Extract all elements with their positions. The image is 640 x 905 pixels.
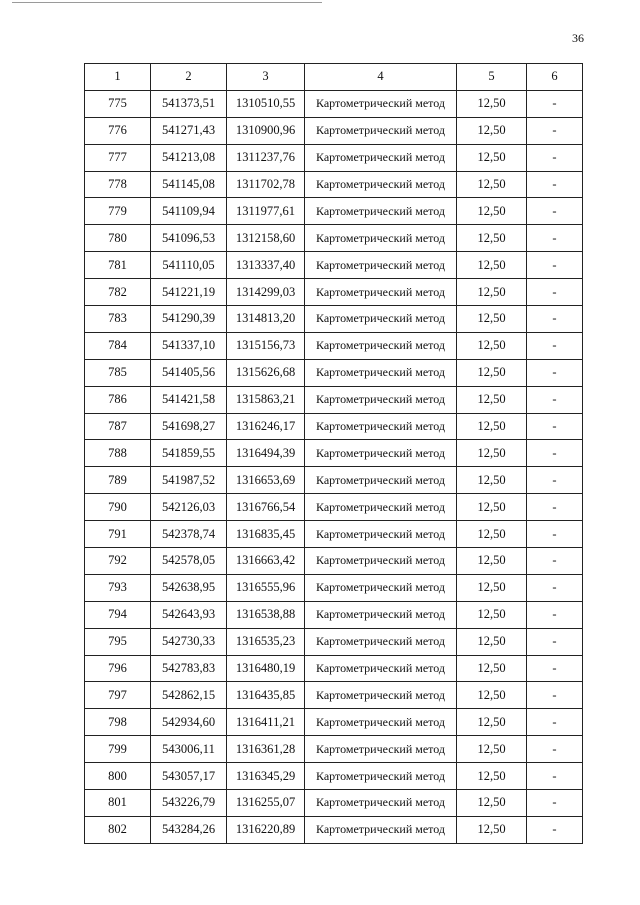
method-cell: Картометрический метод bbox=[305, 521, 457, 548]
table-row bbox=[85, 574, 583, 601]
point-number-cell: 793 bbox=[85, 574, 151, 601]
x-coordinate-cell: 542783,83 bbox=[151, 655, 227, 682]
accuracy-cell: 12,50 bbox=[457, 655, 527, 682]
point-number-cell: 785 bbox=[85, 359, 151, 386]
method-cell: Картометрический метод bbox=[305, 198, 457, 225]
y-coordinate-cell: 1311977,61 bbox=[227, 198, 305, 225]
method-cell: Картометрический метод bbox=[305, 117, 457, 144]
x-coordinate-cell: 542126,03 bbox=[151, 494, 227, 521]
method-cell: Картометрический метод bbox=[305, 359, 457, 386]
table-row bbox=[85, 494, 583, 521]
point-number-cell: 775 bbox=[85, 90, 151, 117]
description-cell: - bbox=[527, 117, 583, 144]
accuracy-cell: 12,50 bbox=[457, 601, 527, 628]
description-cell: - bbox=[527, 763, 583, 790]
x-coordinate-cell: 543226,79 bbox=[151, 790, 227, 817]
x-coordinate-cell: 542638,95 bbox=[151, 574, 227, 601]
table-row bbox=[85, 252, 583, 279]
method-cell: Картометрический метод bbox=[305, 279, 457, 306]
y-coordinate-cell: 1316494,39 bbox=[227, 440, 305, 467]
description-cell: - bbox=[527, 709, 583, 736]
table-row bbox=[85, 386, 583, 413]
description-cell: - bbox=[527, 144, 583, 171]
point-number-cell: 792 bbox=[85, 548, 151, 575]
method-cell: Картометрический метод bbox=[305, 709, 457, 736]
method-cell: Картометрический метод bbox=[305, 736, 457, 763]
description-cell: - bbox=[527, 816, 583, 843]
x-coordinate-cell: 541290,39 bbox=[151, 306, 227, 333]
y-coordinate-cell: 1315863,21 bbox=[227, 386, 305, 413]
method-cell: Картометрический метод bbox=[305, 494, 457, 521]
point-number-cell: 787 bbox=[85, 413, 151, 440]
x-coordinate-cell: 543284,26 bbox=[151, 816, 227, 843]
table-row bbox=[85, 628, 583, 655]
y-coordinate-cell: 1313337,40 bbox=[227, 252, 305, 279]
accuracy-cell: 12,50 bbox=[457, 279, 527, 306]
y-coordinate-cell: 1311237,76 bbox=[227, 144, 305, 171]
table-row bbox=[85, 359, 583, 386]
x-coordinate-cell: 541145,08 bbox=[151, 171, 227, 198]
accuracy-cell: 12,50 bbox=[457, 252, 527, 279]
x-coordinate-cell: 542862,15 bbox=[151, 682, 227, 709]
y-coordinate-cell: 1316345,29 bbox=[227, 763, 305, 790]
table-row bbox=[85, 736, 583, 763]
x-coordinate-cell: 541096,53 bbox=[151, 225, 227, 252]
method-cell: Картометрический метод bbox=[305, 682, 457, 709]
accuracy-cell: 12,50 bbox=[457, 359, 527, 386]
point-number-cell: 784 bbox=[85, 332, 151, 359]
x-coordinate-cell: 543057,17 bbox=[151, 763, 227, 790]
description-cell: - bbox=[527, 467, 583, 494]
accuracy-cell: 12,50 bbox=[457, 790, 527, 817]
description-cell: - bbox=[527, 736, 583, 763]
point-number-cell: 795 bbox=[85, 628, 151, 655]
point-number-cell: 788 bbox=[85, 440, 151, 467]
table-row bbox=[85, 225, 583, 252]
point-number-cell: 796 bbox=[85, 655, 151, 682]
accuracy-cell: 12,50 bbox=[457, 709, 527, 736]
x-coordinate-cell: 542934,60 bbox=[151, 709, 227, 736]
y-coordinate-cell: 1310510,55 bbox=[227, 90, 305, 117]
description-cell: - bbox=[527, 198, 583, 225]
method-cell: Картометрический метод bbox=[305, 467, 457, 494]
table-row bbox=[85, 144, 583, 171]
description-cell: - bbox=[527, 413, 583, 440]
method-cell: Картометрический метод bbox=[305, 90, 457, 117]
y-coordinate-cell: 1316535,23 bbox=[227, 628, 305, 655]
table-row bbox=[85, 521, 583, 548]
method-cell: Картометрический метод bbox=[305, 816, 457, 843]
method-cell: Картометрический метод bbox=[305, 252, 457, 279]
description-cell: - bbox=[527, 440, 583, 467]
accuracy-cell: 12,50 bbox=[457, 763, 527, 790]
method-cell: Картометрический метод bbox=[305, 628, 457, 655]
top-rule bbox=[12, 2, 322, 3]
table-row bbox=[85, 117, 583, 144]
y-coordinate-cell: 1310900,96 bbox=[227, 117, 305, 144]
y-coordinate-cell: 1314299,03 bbox=[227, 279, 305, 306]
x-coordinate-cell: 541373,51 bbox=[151, 90, 227, 117]
accuracy-cell: 12,50 bbox=[457, 117, 527, 144]
table-row bbox=[85, 816, 583, 843]
accuracy-cell: 12,50 bbox=[457, 332, 527, 359]
table-row bbox=[85, 601, 583, 628]
page-number: 36 bbox=[572, 31, 584, 45]
description-cell: - bbox=[527, 171, 583, 198]
description-cell: - bbox=[527, 494, 583, 521]
description-cell: - bbox=[527, 548, 583, 575]
point-number-cell: 777 bbox=[85, 144, 151, 171]
x-coordinate-cell: 541271,43 bbox=[151, 117, 227, 144]
accuracy-cell: 12,50 bbox=[457, 736, 527, 763]
y-coordinate-cell: 1316361,28 bbox=[227, 736, 305, 763]
accuracy-cell: 12,50 bbox=[457, 816, 527, 843]
method-cell: Картометрический метод bbox=[305, 574, 457, 601]
accuracy-cell: 12,50 bbox=[457, 467, 527, 494]
table-row bbox=[85, 198, 583, 225]
description-cell: - bbox=[527, 252, 583, 279]
y-coordinate-cell: 1316663,42 bbox=[227, 548, 305, 575]
description-cell: - bbox=[527, 90, 583, 117]
table-body bbox=[85, 90, 583, 843]
x-coordinate-cell: 541405,56 bbox=[151, 359, 227, 386]
point-number-cell: 790 bbox=[85, 494, 151, 521]
table-row bbox=[85, 709, 583, 736]
accuracy-cell: 12,50 bbox=[457, 548, 527, 575]
table-header-row bbox=[85, 64, 583, 91]
column-header: 6 bbox=[527, 64, 583, 91]
y-coordinate-cell: 1315156,73 bbox=[227, 332, 305, 359]
method-cell: Картометрический метод bbox=[305, 763, 457, 790]
x-coordinate-cell: 543006,11 bbox=[151, 736, 227, 763]
y-coordinate-cell: 1316766,54 bbox=[227, 494, 305, 521]
column-header: 2 bbox=[151, 64, 227, 91]
description-cell: - bbox=[527, 359, 583, 386]
accuracy-cell: 12,50 bbox=[457, 306, 527, 333]
accuracy-cell: 12,50 bbox=[457, 90, 527, 117]
y-coordinate-cell: 1316480,19 bbox=[227, 655, 305, 682]
accuracy-cell: 12,50 bbox=[457, 682, 527, 709]
x-coordinate-cell: 542643,93 bbox=[151, 601, 227, 628]
method-cell: Картометрический метод bbox=[305, 144, 457, 171]
description-cell: - bbox=[527, 521, 583, 548]
accuracy-cell: 12,50 bbox=[457, 521, 527, 548]
x-coordinate-cell: 541109,94 bbox=[151, 198, 227, 225]
table-row bbox=[85, 279, 583, 306]
y-coordinate-cell: 1316246,17 bbox=[227, 413, 305, 440]
y-coordinate-cell: 1316653,69 bbox=[227, 467, 305, 494]
accuracy-cell: 12,50 bbox=[457, 144, 527, 171]
y-coordinate-cell: 1312158,60 bbox=[227, 225, 305, 252]
accuracy-cell: 12,50 bbox=[457, 413, 527, 440]
x-coordinate-cell: 541421,58 bbox=[151, 386, 227, 413]
y-coordinate-cell: 1315626,68 bbox=[227, 359, 305, 386]
column-header: 1 bbox=[85, 64, 151, 91]
method-cell: Картометрический метод bbox=[305, 306, 457, 333]
point-number-cell: 779 bbox=[85, 198, 151, 225]
point-number-cell: 782 bbox=[85, 279, 151, 306]
x-coordinate-cell: 541110,05 bbox=[151, 252, 227, 279]
y-coordinate-cell: 1316255,07 bbox=[227, 790, 305, 817]
accuracy-cell: 12,50 bbox=[457, 171, 527, 198]
point-number-cell: 797 bbox=[85, 682, 151, 709]
method-cell: Картометрический метод bbox=[305, 655, 457, 682]
method-cell: Картометрический метод bbox=[305, 225, 457, 252]
point-number-cell: 802 bbox=[85, 816, 151, 843]
table-row bbox=[85, 548, 583, 575]
description-cell: - bbox=[527, 628, 583, 655]
point-number-cell: 791 bbox=[85, 521, 151, 548]
point-number-cell: 781 bbox=[85, 252, 151, 279]
accuracy-cell: 12,50 bbox=[457, 440, 527, 467]
x-coordinate-cell: 541987,52 bbox=[151, 467, 227, 494]
accuracy-cell: 12,50 bbox=[457, 494, 527, 521]
description-cell: - bbox=[527, 306, 583, 333]
point-number-cell: 801 bbox=[85, 790, 151, 817]
y-coordinate-cell: 1316435,85 bbox=[227, 682, 305, 709]
method-cell: Картометрический метод bbox=[305, 332, 457, 359]
table-row bbox=[85, 682, 583, 709]
x-coordinate-cell: 541213,08 bbox=[151, 144, 227, 171]
method-cell: Картометрический метод bbox=[305, 386, 457, 413]
point-number-cell: 799 bbox=[85, 736, 151, 763]
x-coordinate-cell: 541337,10 bbox=[151, 332, 227, 359]
table-row bbox=[85, 440, 583, 467]
description-cell: - bbox=[527, 279, 583, 306]
accuracy-cell: 12,50 bbox=[457, 386, 527, 413]
table-row bbox=[85, 90, 583, 117]
x-coordinate-cell: 541221,19 bbox=[151, 279, 227, 306]
point-number-cell: 778 bbox=[85, 171, 151, 198]
description-cell: - bbox=[527, 225, 583, 252]
point-number-cell: 786 bbox=[85, 386, 151, 413]
y-coordinate-cell: 1311702,78 bbox=[227, 171, 305, 198]
method-cell: Картометрический метод bbox=[305, 548, 457, 575]
x-coordinate-cell: 542378,74 bbox=[151, 521, 227, 548]
point-number-cell: 783 bbox=[85, 306, 151, 333]
table-row bbox=[85, 763, 583, 790]
point-number-cell: 798 bbox=[85, 709, 151, 736]
y-coordinate-cell: 1316411,21 bbox=[227, 709, 305, 736]
method-cell: Картометрический метод bbox=[305, 790, 457, 817]
table-row bbox=[85, 332, 583, 359]
y-coordinate-cell: 1316538,88 bbox=[227, 601, 305, 628]
method-cell: Картометрический метод bbox=[305, 171, 457, 198]
description-cell: - bbox=[527, 386, 583, 413]
coordinates-table bbox=[84, 63, 583, 844]
x-coordinate-cell: 541859,55 bbox=[151, 440, 227, 467]
y-coordinate-cell: 1316220,89 bbox=[227, 816, 305, 843]
column-header: 5 bbox=[457, 64, 527, 91]
accuracy-cell: 12,50 bbox=[457, 628, 527, 655]
description-cell: - bbox=[527, 655, 583, 682]
description-cell: - bbox=[527, 332, 583, 359]
method-cell: Картометрический метод bbox=[305, 440, 457, 467]
column-header: 3 bbox=[227, 64, 305, 91]
table-row bbox=[85, 655, 583, 682]
y-coordinate-cell: 1316555,96 bbox=[227, 574, 305, 601]
point-number-cell: 794 bbox=[85, 601, 151, 628]
y-coordinate-cell: 1314813,20 bbox=[227, 306, 305, 333]
point-number-cell: 776 bbox=[85, 117, 151, 144]
x-coordinate-cell: 542730,33 bbox=[151, 628, 227, 655]
accuracy-cell: 12,50 bbox=[457, 574, 527, 601]
method-cell: Картометрический метод bbox=[305, 601, 457, 628]
point-number-cell: 789 bbox=[85, 467, 151, 494]
description-cell: - bbox=[527, 682, 583, 709]
description-cell: - bbox=[527, 601, 583, 628]
table-row bbox=[85, 790, 583, 817]
accuracy-cell: 12,50 bbox=[457, 225, 527, 252]
x-coordinate-cell: 542578,05 bbox=[151, 548, 227, 575]
y-coordinate-cell: 1316835,45 bbox=[227, 521, 305, 548]
point-number-cell: 800 bbox=[85, 763, 151, 790]
table-row bbox=[85, 306, 583, 333]
x-coordinate-cell: 541698,27 bbox=[151, 413, 227, 440]
table-row bbox=[85, 413, 583, 440]
accuracy-cell: 12,50 bbox=[457, 198, 527, 225]
table-row bbox=[85, 171, 583, 198]
column-header: 4 bbox=[305, 64, 457, 91]
table-row bbox=[85, 467, 583, 494]
description-cell: - bbox=[527, 790, 583, 817]
description-cell: - bbox=[527, 574, 583, 601]
point-number-cell: 780 bbox=[85, 225, 151, 252]
method-cell: Картометрический метод bbox=[305, 413, 457, 440]
